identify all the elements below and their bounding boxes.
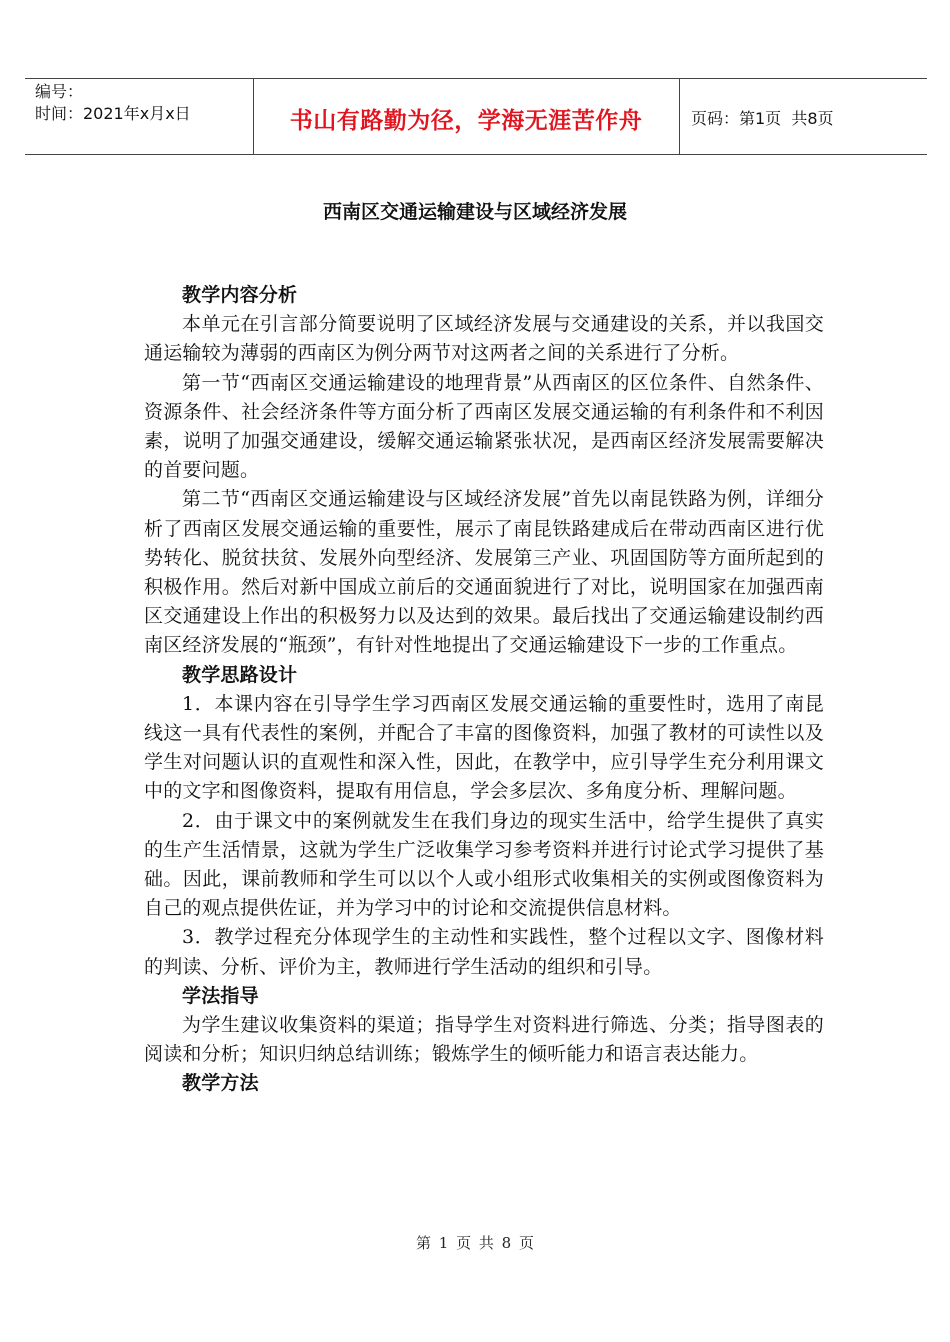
document-header xyxy=(25,78,927,156)
paragraph: 1．本课内容在引导学生学习西南区发展交通运输的重要性时，选用了南昆线这一具有代表性的案例，并配合了丰富的图像资料，加强了教材的可读性以及学生对问题认识的直观性和深入性，因此，在教学中，应引导学生充分利用课文中的文字和图像资料，提取有用信息，学会多层次、多角度分析、理解问题。 xyxy=(144,692,824,803)
document-title: 西南区交通运输建设与区域经济发展 xyxy=(322,201,627,223)
serial-label: 编号： xyxy=(35,82,84,101)
header-page-info: 页码：第1页 共8页 xyxy=(691,109,834,128)
paragraph: 第一节“西南区交通运输建设的地理背景”从西南区的区位条件、自然条件、资源条件、社会经济条件等方面分析了西南区发展交通运输的有利条件和不利因素，说明了加强交通建设，缓解交通运输紧张状况，是西南区经济发展需要解决的首要问题。 xyxy=(144,371,824,482)
paragraph: 本单元在引言部分简要说明了区域经济发展与交通建设的关系，并以我国交通运输较为薄弱的西南区为例分两节对这两者之间的关系进行了分析。 xyxy=(144,313,824,365)
section-heading: 教学思路设计 xyxy=(182,663,298,686)
section-heading: 学法指导 xyxy=(182,984,259,1007)
header-meta xyxy=(35,81,191,125)
page-footer: 第 1 页 共 8 页 xyxy=(416,1234,534,1252)
paragraph: 第二节“西南区交通运输建设与区域经济发展”首先以南昆铁路为例，详细分析了西南区发展交通运输的重要性，展示了南昆铁路建成后在带动西南区进行优势转化、脱贫扶贫、发展外向型经济、发展第三产业、巩固国防等方面所起到的积极作用。然后对新中国成立前后的交通面貌进行了对比，说明国家在加强西南区交通建设上作出的积极努力以及达到的效果。最后找出了交通运输建设制约西南区经济发展的“瓶颈”，有针对性地提出了交通运输建设下一步的工作重点。 xyxy=(144,488,824,657)
header-divider xyxy=(679,78,680,155)
header-motto: 书山有路勤为径，学海无涯苦作舟 xyxy=(289,108,643,134)
paragraph: 3．教学过程充分体现学生的主动性和实践性，整个过程以文字、图像材料的判读、分析、评价为主，教师进行学生活动的组织和引导。 xyxy=(144,926,824,978)
paragraph: 2．由于课文中的案例就发生在我们身边的现实生活中，给学生提供了真实的生产生活情景，这就为学生广泛收集学习参考资料并进行讨论式学习提供了基础。因此，课前教师和学生可以以个人或小组形式收集相关的实例或图像资料为自己的观点提供佐证，并为学习中的讨论和交流提供信息材料。 xyxy=(144,809,824,920)
section-heading: 教学内容分析 xyxy=(182,284,298,306)
header-top-rule xyxy=(25,78,927,79)
paragraph: 为学生建议收集资料的渠道；指导学生对资料进行筛选、分类；指导图表的阅读和分析；知识归纳总结训练；锻炼学生的倾听能力和语言表达能力。 xyxy=(144,1014,824,1066)
section-heading: 教学方法 xyxy=(182,1072,259,1095)
document-body xyxy=(144,281,824,1099)
time-label: 时间：2021年x月x日 xyxy=(35,104,191,123)
header-bottom-rule xyxy=(25,154,927,155)
